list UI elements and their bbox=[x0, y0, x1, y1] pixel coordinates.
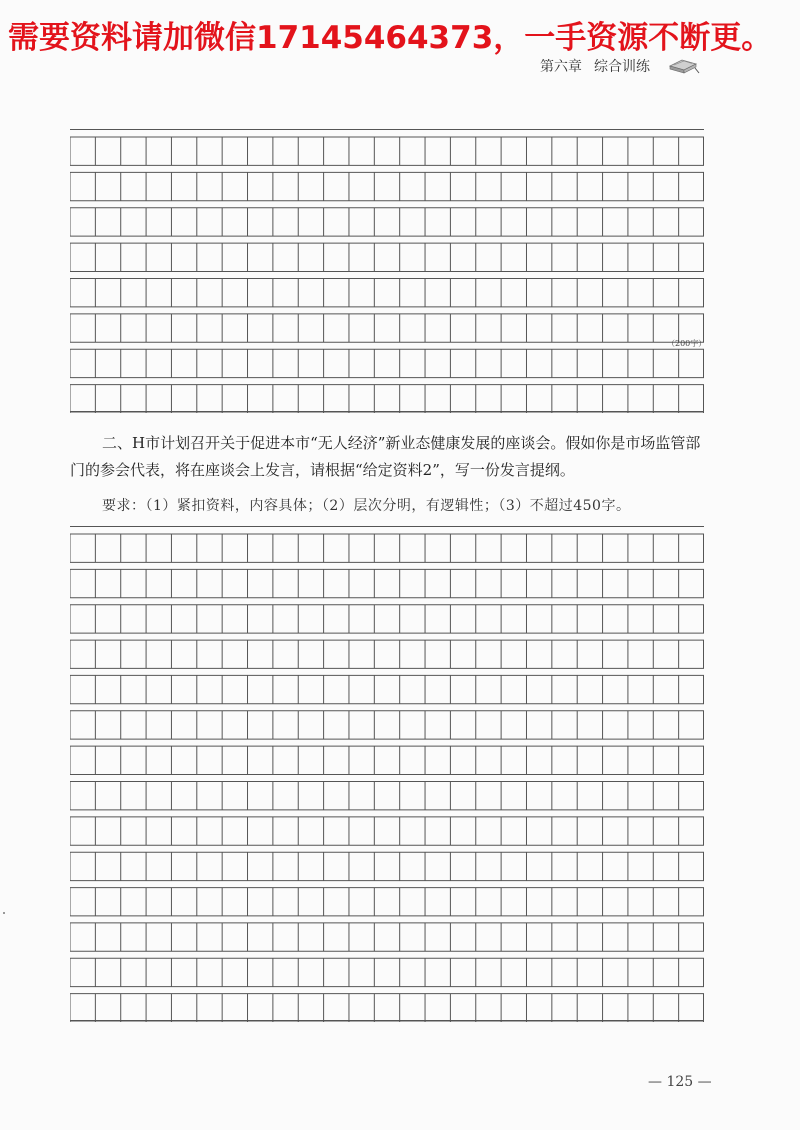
grid-row bbox=[70, 137, 704, 165]
chapter-section-title: 综合训练 bbox=[594, 59, 650, 75]
question-2 bbox=[70, 430, 710, 484]
grid-row bbox=[70, 385, 704, 413]
grid-row bbox=[70, 243, 704, 271]
grid-row bbox=[70, 817, 704, 845]
grid-row bbox=[70, 640, 704, 668]
grid-row bbox=[70, 569, 704, 597]
grid-row bbox=[70, 605, 704, 633]
word-count-label: （200字） bbox=[667, 339, 707, 348]
page-number: — 125 — bbox=[648, 1074, 712, 1090]
grid-row bbox=[70, 994, 704, 1022]
question-text: 二、H市计划召开关于促进本市“无人经济”新业态健康发展的座谈会。假如你是市场监管部门的参会代表，将在座谈会上发言，请根据“给定资料2”，写一份发言提纲。 bbox=[70, 434, 701, 479]
grid-row bbox=[70, 746, 704, 774]
answer-grid-2[interactable] bbox=[70, 526, 704, 1021]
grid-row bbox=[70, 534, 704, 562]
grid-row bbox=[70, 208, 704, 236]
chapter-header bbox=[540, 56, 650, 76]
chapter-number: 第六章 bbox=[540, 59, 582, 75]
grid-row bbox=[70, 958, 704, 986]
book-icon bbox=[668, 54, 700, 76]
grid-row bbox=[70, 888, 704, 916]
grid-row bbox=[70, 349, 704, 377]
grid-row bbox=[70, 852, 704, 880]
answer-grid-2-cells bbox=[70, 527, 704, 1022]
question-requirements: 要求：（1）紧扣资料，内容具体；（2）层次分明，有逻辑性；（3）不超过450字。 bbox=[102, 498, 631, 514]
grid-row bbox=[70, 172, 704, 200]
grid-row bbox=[70, 314, 704, 342]
answer-grid-1[interactable] bbox=[70, 129, 707, 412]
grid-row bbox=[70, 279, 704, 307]
answer-grid-1-cells bbox=[70, 130, 707, 413]
watermark-banner: 需要资料请加微信17145464373，一手资源不断更。 bbox=[8, 20, 773, 56]
grid-row bbox=[70, 711, 704, 739]
scan-speck bbox=[3, 912, 5, 914]
grid-row bbox=[70, 782, 704, 810]
grid-row bbox=[70, 675, 704, 703]
grid-row bbox=[70, 923, 704, 951]
